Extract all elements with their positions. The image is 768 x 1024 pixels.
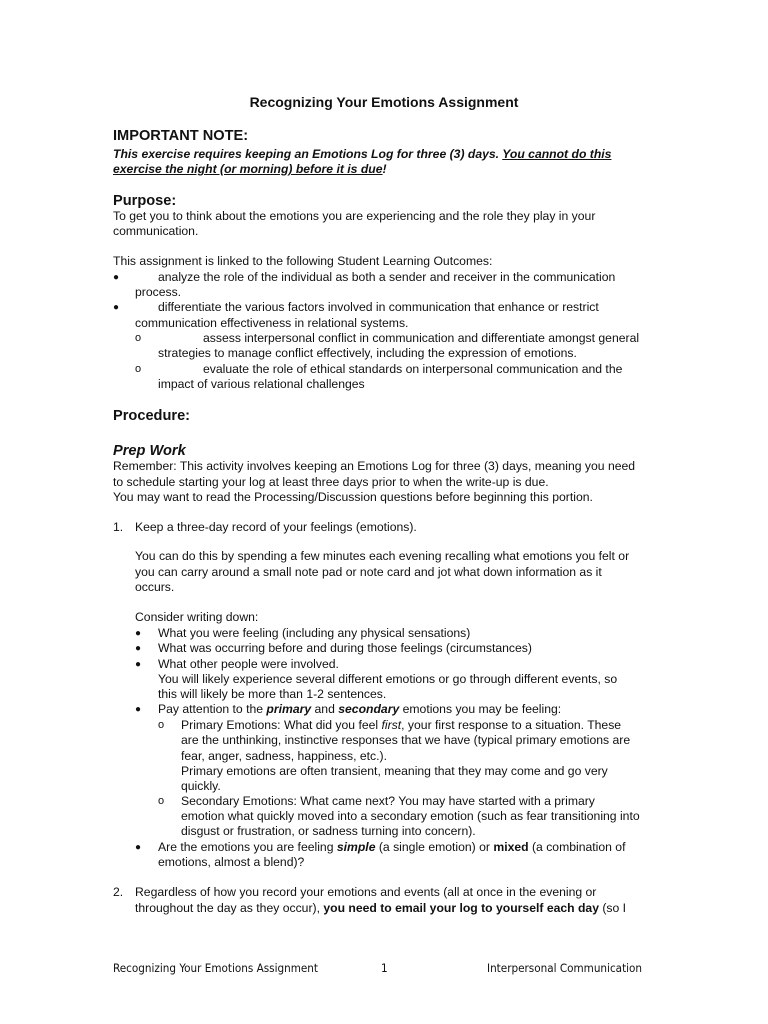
text: Are the emotions you are feeling bbox=[158, 840, 337, 854]
step-1-para-line-2: you can carry around a small note pad or note card and jot what down information as it bbox=[135, 565, 602, 579]
bullet-icon: ● bbox=[135, 704, 142, 715]
prep-line-1: Remember: This activity involves keeping an Emotions Log for three (3) days, meaning you need bbox=[113, 459, 636, 473]
bullet-icon: ● bbox=[113, 272, 120, 283]
page-title: Recognizing Your Emotions Assignment bbox=[249, 94, 519, 110]
step-1-para-line-3: occurs. bbox=[135, 580, 175, 594]
important-note-heading: IMPORTANT NOTE: bbox=[113, 128, 249, 144]
primary-emotions-line-4: Primary emotions are often transient, meaning that they may come and go very bbox=[181, 764, 608, 778]
slo-2-line-2: communication effectiveness in relational systems. bbox=[135, 316, 409, 330]
important-note-line-2 bbox=[113, 162, 387, 177]
bullet-icon: ● bbox=[135, 659, 142, 670]
emphasis-text: mixed bbox=[493, 840, 529, 854]
procedure-heading: Procedure: bbox=[113, 408, 191, 424]
important-note-line-1 bbox=[113, 147, 611, 162]
slo-1-line-2: process. bbox=[135, 285, 182, 299]
circle-bullet-icon: o bbox=[135, 332, 142, 344]
prep-line-3: You may want to read the Processing/Discussion questions before beginning this portion. bbox=[113, 490, 593, 504]
important-underlined-text: exercise the night (or morning) before it is due bbox=[113, 162, 383, 176]
secondary-emotions-line-3: disgust or frustration, or sadness turning into concern). bbox=[181, 824, 476, 838]
footer-page-number: 1 bbox=[381, 961, 388, 975]
step-1-number: 1. bbox=[113, 520, 124, 534]
footer-title: Recognizing Your Emotions Assignment bbox=[113, 961, 319, 975]
bullet-icon: ● bbox=[135, 628, 142, 639]
text: , your first response to a situation. These bbox=[401, 718, 622, 732]
consider-item-5-line-2: emotions, almost a blend)? bbox=[158, 855, 305, 869]
bullet-icon: ● bbox=[135, 643, 142, 654]
primary-emotions-line-2: are the unthinking, instinctive responses that we have (typical primary emotions are bbox=[181, 733, 631, 747]
secondary-emotions-line-2: emotion what quickly moved into a secondary emotion (such as fear transitioning into bbox=[181, 809, 640, 823]
circle-bullet-icon: o bbox=[135, 363, 142, 375]
slo-2a-line-2: strategies to manage conflict effectively, including the expression of emotions. bbox=[158, 346, 577, 360]
emphasis-text: you need to email your log to yourself each day bbox=[323, 901, 599, 915]
consider-item-3: What other people were involved. bbox=[158, 657, 339, 671]
important-text: This exercise requires keeping an Emotions Log for three (3) days. bbox=[113, 147, 503, 161]
slo-2a-line-1: assess interpersonal conflict in communication and differentiate amongst general bbox=[203, 331, 640, 345]
slo-1-line-1: analyze the role of the individual as both a sender and receiver in the communication bbox=[158, 270, 616, 284]
emphasis-text: primary bbox=[266, 702, 312, 716]
slo-2-line-1: differentiate the various factors involved in communication that enhance or restrict bbox=[158, 300, 599, 314]
circle-bullet-icon: o bbox=[158, 795, 165, 807]
consider-label: Consider writing down: bbox=[135, 610, 259, 624]
text: Primary Emotions: What did you feel bbox=[181, 718, 382, 732]
primary-emotions-line-3: fear, anger, sadness, happiness, etc.). bbox=[181, 749, 387, 763]
step-2-number: 2. bbox=[113, 885, 124, 899]
step-1-para-line-1: You can do this by spending a few minutes each evening recalling what emotions you felt or bbox=[135, 549, 630, 563]
step-2-line-2 bbox=[135, 901, 626, 916]
bullet-icon: ● bbox=[113, 302, 120, 313]
text: (a combination of bbox=[528, 840, 626, 854]
step-2-line-1: Regardless of how you record your emotions and events (all at once in the evening or bbox=[135, 885, 597, 899]
primary-emotions-line-1 bbox=[181, 718, 621, 733]
slo-2b-line-2: impact of various relational challenges bbox=[158, 377, 365, 391]
text: (so I bbox=[598, 901, 627, 915]
emphasis-text: first bbox=[381, 718, 402, 732]
consider-item-1: What you were feeling (including any physical sensations) bbox=[158, 626, 471, 640]
consider-item-5 bbox=[158, 840, 625, 855]
emphasis-text: simple bbox=[336, 840, 376, 854]
text: Pay attention to the bbox=[158, 702, 267, 716]
emphasis-text: secondary bbox=[338, 702, 400, 716]
prep-work-heading: Prep Work bbox=[113, 443, 186, 459]
step-1-text: Keep a three-day record of your feelings (emotions). bbox=[135, 520, 417, 534]
text: and bbox=[311, 702, 339, 716]
consider-item-3-line-2: You will likely experience several different emotions or go through different events, so bbox=[158, 672, 618, 686]
purpose-heading: Purpose: bbox=[113, 193, 177, 209]
primary-emotions-line-5: quickly. bbox=[181, 779, 221, 793]
slo-2b-line-1: evaluate the role of ethical standards on interpersonal communication and the bbox=[203, 362, 623, 376]
secondary-emotions-line-1: Secondary Emotions: What came next? You may have started with a primary bbox=[181, 794, 595, 808]
consider-item-3-line-3: this will likely be more than 1-2 sentences. bbox=[158, 687, 387, 701]
prep-line-2: to schedule starting your log at least three days prior to when the write-up is due. bbox=[113, 475, 549, 489]
important-text: ! bbox=[382, 162, 387, 176]
slo-intro: This assignment is linked to the following Student Learning Outcomes: bbox=[113, 254, 493, 268]
purpose-line-2: communication. bbox=[113, 224, 199, 238]
circle-bullet-icon: o bbox=[158, 719, 165, 731]
important-underlined-text: You cannot do this bbox=[502, 147, 612, 161]
text: emotions you may be feeling: bbox=[399, 702, 562, 716]
consider-item-2: What was occurring before and during those feelings (circumstances) bbox=[158, 641, 532, 655]
footer-course: Interpersonal Communication bbox=[487, 961, 643, 975]
text: throughout the day as they occur), bbox=[135, 901, 324, 915]
consider-item-4 bbox=[158, 702, 561, 717]
bullet-icon: ● bbox=[135, 842, 142, 853]
purpose-line-1: To get you to think about the emotions you are experiencing and the role they play in your bbox=[113, 209, 596, 223]
text: (a single emotion) or bbox=[375, 840, 494, 854]
